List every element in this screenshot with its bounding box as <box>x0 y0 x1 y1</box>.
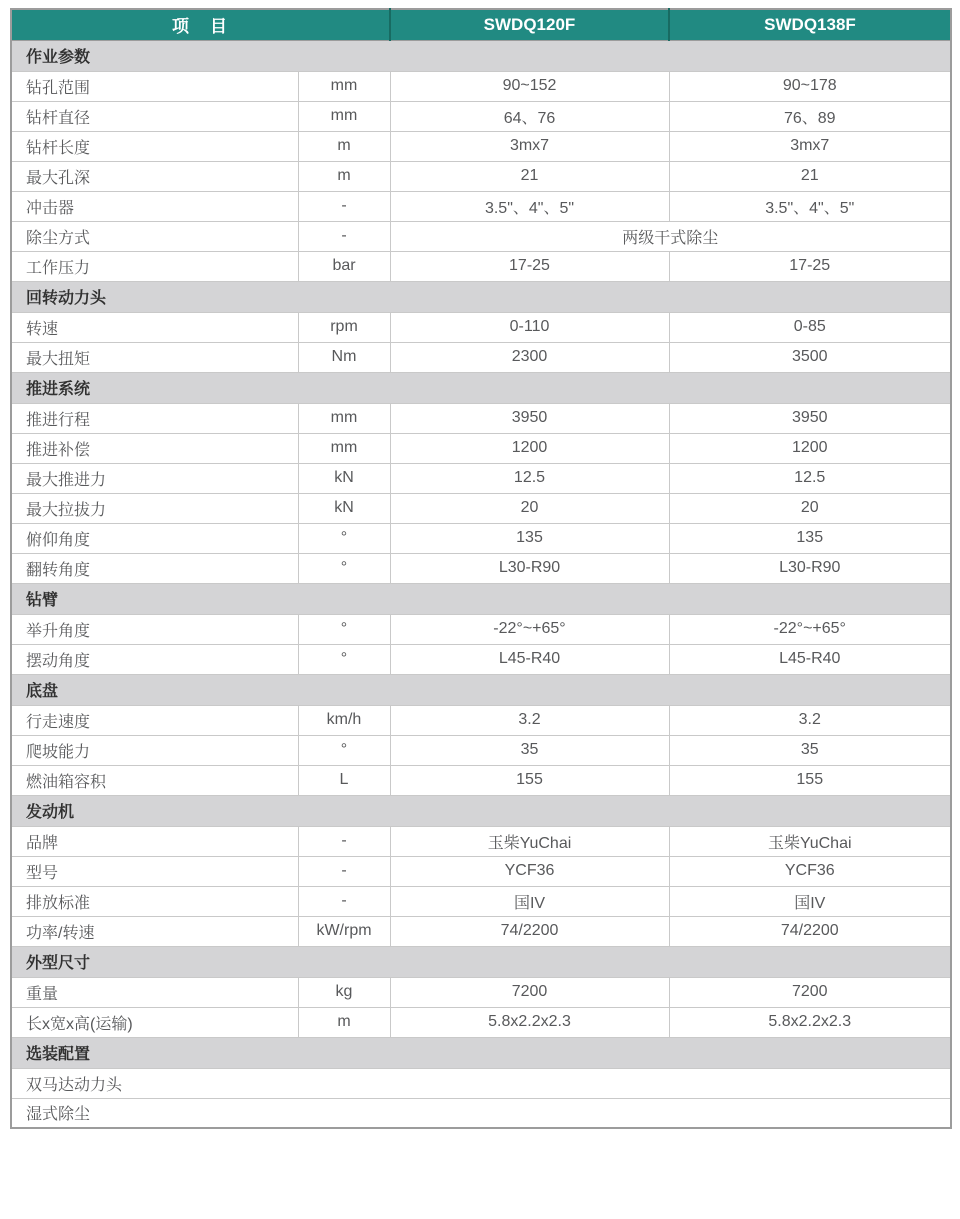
section-header-row <box>11 281 951 312</box>
spec-value-swdq120f: 3mx7 <box>390 131 669 161</box>
spec-value-swdq138f: 90~178 <box>669 71 951 101</box>
spec-label: 最大扭矩 <box>11 342 298 372</box>
spec-label: 长x宽x高(运输) <box>11 1007 298 1037</box>
spec-table <box>10 8 952 1129</box>
spec-row <box>11 1098 951 1128</box>
spec-unit: ° <box>298 614 390 644</box>
spec-label: 转速 <box>11 312 298 342</box>
spec-label: 俯仰角度 <box>11 523 298 553</box>
column-header-model-swdq120f: SWDQ120F <box>390 9 669 40</box>
spec-value-swdq138f: 74/2200 <box>669 916 951 946</box>
spec-value-swdq120f: 64、76 <box>390 101 669 131</box>
spec-label: 品牌 <box>11 826 298 856</box>
spec-value-swdq120f: 135 <box>390 523 669 553</box>
spec-value-swdq120f: 3.5"、4"、5" <box>390 191 669 221</box>
spec-value-swdq120f: L30-R90 <box>390 553 669 583</box>
spec-row <box>11 977 951 1007</box>
spec-unit: mm <box>298 71 390 101</box>
section-title: 发动机 <box>11 795 951 826</box>
spec-row <box>11 553 951 583</box>
spec-label: 双马达动力头 <box>11 1068 951 1098</box>
spec-value-swdq120f: 35 <box>390 735 669 765</box>
spec-row <box>11 826 951 856</box>
column-header-model-swdq138f: SWDQ138F <box>669 9 951 40</box>
section-title: 选装配置 <box>11 1037 951 1068</box>
section-title: 回转动力头 <box>11 281 951 312</box>
spec-label: 钻孔范围 <box>11 71 298 101</box>
spec-row <box>11 433 951 463</box>
spec-unit: mm <box>298 433 390 463</box>
spec-value-swdq120f: L45-R40 <box>390 644 669 674</box>
spec-label: 推进补偿 <box>11 433 298 463</box>
spec-label: 排放标准 <box>11 886 298 916</box>
spec-value-swdq138f: 35 <box>669 735 951 765</box>
spec-unit: ° <box>298 644 390 674</box>
column-header-item: 项 目 <box>11 9 390 40</box>
spec-unit: kg <box>298 977 390 1007</box>
spec-value-swdq120f: 155 <box>390 765 669 795</box>
spec-value-swdq120f: 2300 <box>390 342 669 372</box>
spec-value-swdq138f: 3mx7 <box>669 131 951 161</box>
spec-value-swdq120f: 国IV <box>390 886 669 916</box>
spec-label: 功率/转速 <box>11 916 298 946</box>
section-title: 作业参数 <box>11 40 951 71</box>
spec-unit: bar <box>298 251 390 281</box>
spec-row <box>11 101 951 131</box>
spec-value-swdq120f: 21 <box>390 161 669 191</box>
spec-row <box>11 342 951 372</box>
spec-row <box>11 131 951 161</box>
spec-value-swdq138f: 0-85 <box>669 312 951 342</box>
section-title: 外型尺寸 <box>11 946 951 977</box>
spec-unit: - <box>298 856 390 886</box>
spec-value-swdq120f: 玉柴YuChai <box>390 826 669 856</box>
section-header-row <box>11 583 951 614</box>
spec-unit: kN <box>298 493 390 523</box>
spec-unit: m <box>298 131 390 161</box>
spec-value-swdq138f: 1200 <box>669 433 951 463</box>
spec-label: 湿式除尘 <box>11 1098 951 1128</box>
spec-row <box>11 463 951 493</box>
spec-value-swdq120f: 74/2200 <box>390 916 669 946</box>
spec-value-swdq138f: L30-R90 <box>669 553 951 583</box>
spec-label: 除尘方式 <box>11 221 298 251</box>
spec-value-swdq138f: 3.5"、4"、5" <box>669 191 951 221</box>
spec-row <box>11 614 951 644</box>
table-header-row <box>11 9 951 40</box>
spec-unit: m <box>298 1007 390 1037</box>
section-header-row <box>11 946 951 977</box>
spec-value-swdq138f: 7200 <box>669 977 951 1007</box>
section-header-row <box>11 40 951 71</box>
spec-value-swdq120f: YCF36 <box>390 856 669 886</box>
spec-value-swdq138f: 12.5 <box>669 463 951 493</box>
spec-value-swdq120f: -22°~+65° <box>390 614 669 644</box>
spec-unit: - <box>298 191 390 221</box>
spec-row <box>11 251 951 281</box>
spec-value-swdq138f: 国IV <box>669 886 951 916</box>
spec-row <box>11 523 951 553</box>
spec-unit: - <box>298 826 390 856</box>
spec-value-swdq138f: 3950 <box>669 403 951 433</box>
spec-label: 举升角度 <box>11 614 298 644</box>
spec-row <box>11 765 951 795</box>
spec-row <box>11 161 951 191</box>
spec-unit: m <box>298 161 390 191</box>
spec-value-swdq120f: 3.2 <box>390 705 669 735</box>
spec-value-swdq120f: 20 <box>390 493 669 523</box>
spec-unit: - <box>298 221 390 251</box>
section-header-row <box>11 674 951 705</box>
spec-value-swdq138f: YCF36 <box>669 856 951 886</box>
spec-value-swdq138f: L45-R40 <box>669 644 951 674</box>
spec-label: 最大推进力 <box>11 463 298 493</box>
spec-value-swdq138f: 20 <box>669 493 951 523</box>
spec-row <box>11 916 951 946</box>
spec-unit: rpm <box>298 312 390 342</box>
spec-unit: - <box>298 886 390 916</box>
spec-unit: mm <box>298 101 390 131</box>
spec-label: 最大拉拔力 <box>11 493 298 523</box>
spec-unit: Nm <box>298 342 390 372</box>
spec-label: 最大孔深 <box>11 161 298 191</box>
spec-label: 工作压力 <box>11 251 298 281</box>
spec-value-swdq120f: 17-25 <box>390 251 669 281</box>
spec-value-swdq120f: 3950 <box>390 403 669 433</box>
spec-row <box>11 1007 951 1037</box>
spec-unit: ° <box>298 553 390 583</box>
spec-value-swdq138f: 5.8x2.2x2.3 <box>669 1007 951 1037</box>
spec-value-swdq138f: 3.2 <box>669 705 951 735</box>
spec-table-body <box>11 40 951 1128</box>
spec-value-swdq120f: 12.5 <box>390 463 669 493</box>
spec-label: 钻杆直径 <box>11 101 298 131</box>
spec-unit: L <box>298 765 390 795</box>
spec-label: 冲击器 <box>11 191 298 221</box>
spec-unit: kN <box>298 463 390 493</box>
spec-row <box>11 735 951 765</box>
spec-row <box>11 403 951 433</box>
section-header-row <box>11 372 951 403</box>
spec-row <box>11 856 951 886</box>
spec-row <box>11 191 951 221</box>
spec-label: 爬坡能力 <box>11 735 298 765</box>
spec-label: 翻转角度 <box>11 553 298 583</box>
spec-value-swdq120f: 0-110 <box>390 312 669 342</box>
spec-label: 重量 <box>11 977 298 1007</box>
spec-label: 推进行程 <box>11 403 298 433</box>
spec-row <box>11 886 951 916</box>
spec-unit: km/h <box>298 705 390 735</box>
spec-value-swdq120f: 7200 <box>390 977 669 1007</box>
spec-value-swdq138f: 76、89 <box>669 101 951 131</box>
spec-row <box>11 644 951 674</box>
spec-unit: mm <box>298 403 390 433</box>
spec-value-swdq138f: 21 <box>669 161 951 191</box>
spec-value-swdq120f: 90~152 <box>390 71 669 101</box>
spec-row <box>11 493 951 523</box>
spec-value-swdq138f: 135 <box>669 523 951 553</box>
spec-unit: ° <box>298 735 390 765</box>
spec-row <box>11 1068 951 1098</box>
spec-value-swdq120f: 5.8x2.2x2.3 <box>390 1007 669 1037</box>
spec-value-swdq138f: -22°~+65° <box>669 614 951 644</box>
section-header-row <box>11 1037 951 1068</box>
spec-value-both-models: 两级干式除尘 <box>390 221 951 251</box>
spec-value-swdq120f: 1200 <box>390 433 669 463</box>
section-title: 钻臂 <box>11 583 951 614</box>
spec-value-swdq138f: 155 <box>669 765 951 795</box>
spec-label: 行走速度 <box>11 705 298 735</box>
section-title: 推进系统 <box>11 372 951 403</box>
spec-label: 钻杆长度 <box>11 131 298 161</box>
spec-row <box>11 221 951 251</box>
section-title: 底盘 <box>11 674 951 705</box>
spec-row <box>11 705 951 735</box>
spec-unit: kW/rpm <box>298 916 390 946</box>
section-header-row <box>11 795 951 826</box>
spec-value-swdq138f: 3500 <box>669 342 951 372</box>
spec-row <box>11 71 951 101</box>
spec-label: 型号 <box>11 856 298 886</box>
spec-row <box>11 312 951 342</box>
spec-value-swdq138f: 17-25 <box>669 251 951 281</box>
spec-label: 摆动角度 <box>11 644 298 674</box>
spec-label: 燃油箱容积 <box>11 765 298 795</box>
spec-unit: ° <box>298 523 390 553</box>
spec-value-swdq138f: 玉柴YuChai <box>669 826 951 856</box>
